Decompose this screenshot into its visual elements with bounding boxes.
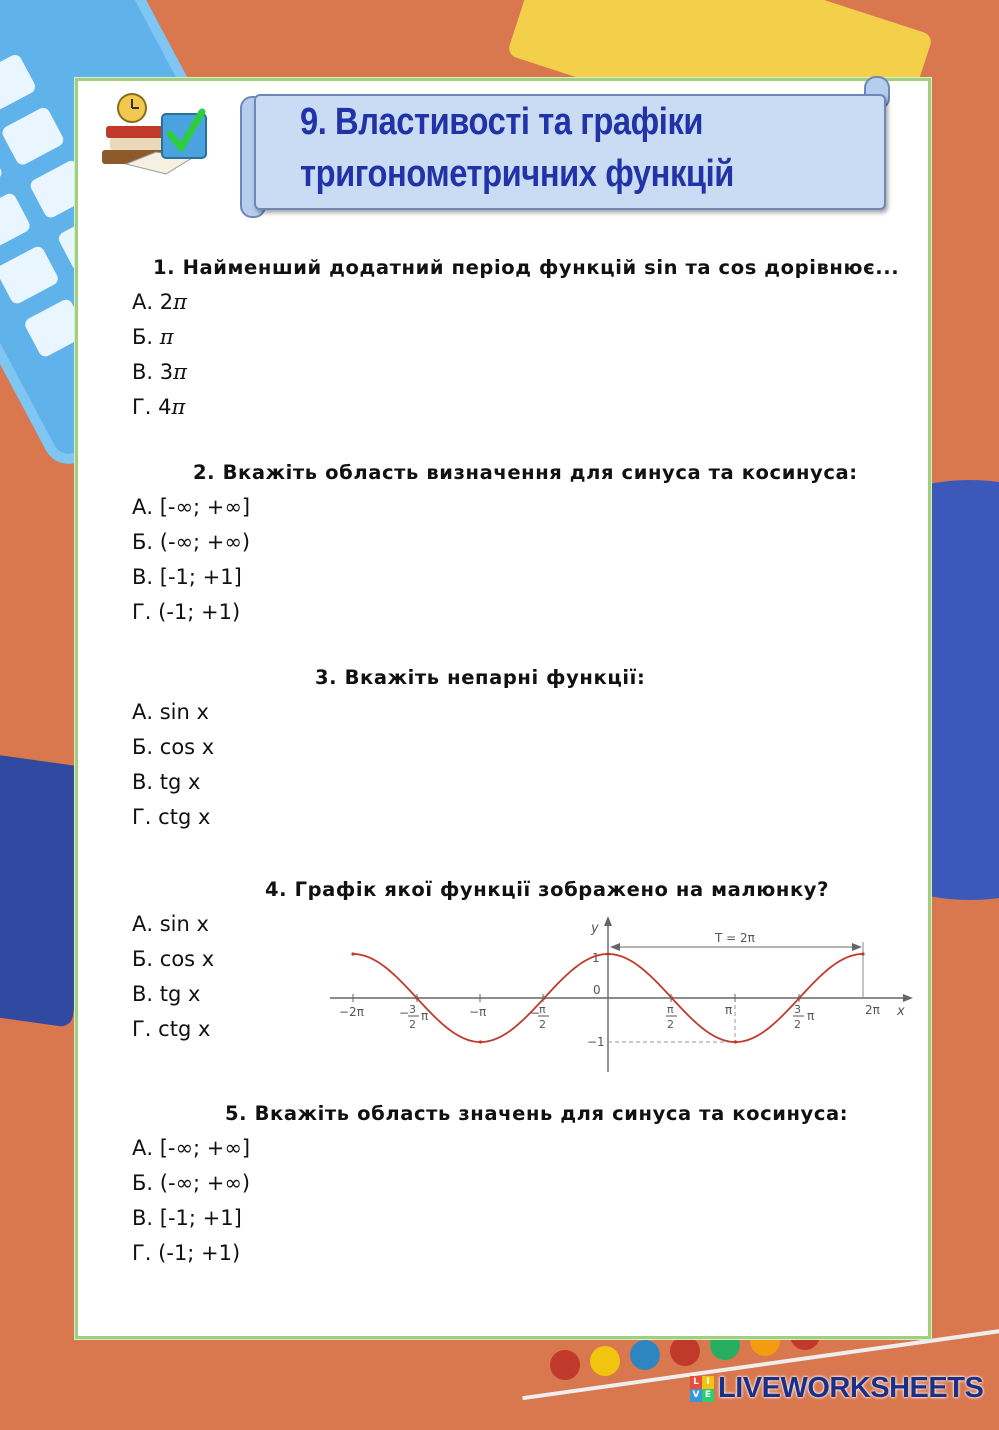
option-q3-b[interactable]: Б. cos x — [132, 735, 215, 759]
question-1: 1. Найменший додатний період функцій sin та cos дорівнює... — [153, 256, 900, 279]
y-tick-one: 1 — [592, 951, 600, 965]
calculator-key — [0, 191, 32, 252]
option-q3-d[interactable]: Г. ctg x — [132, 805, 211, 829]
curve-point — [861, 952, 864, 955]
x-tick-label-2pi: 2π — [865, 1003, 880, 1017]
x-tick-label-minus-3pi2-sign: − — [399, 1006, 410, 1020]
option-q2-b[interactable]: Б. (-∞; +∞) — [132, 530, 251, 554]
x-axis-label: x — [897, 1004, 905, 1019]
x-tick-label-minus-pi2-sign: − — [530, 1006, 541, 1020]
x-tick-label-3pi2-num: 3 — [794, 1003, 801, 1016]
option-q5-b[interactable]: Б. (-∞; +∞) — [132, 1171, 251, 1195]
x-tick-label-minus-3pi2-pi: π — [421, 1009, 429, 1023]
question-5: 5. Вкажіть область значень для синуса та косинуса: — [225, 1102, 849, 1125]
option-q1-d[interactable]: Г. 4π — [132, 395, 186, 419]
option-q2-a[interactable]: А. [-∞; +∞] — [132, 495, 251, 519]
x-tick-label-pi2-num: π — [667, 1003, 674, 1016]
calculator-key — [0, 244, 60, 305]
x-axis-arrow — [903, 994, 913, 1002]
page-title-line1: 9. Властивості та графіки — [300, 101, 704, 143]
x-tick-label-minus-pi2-den: 2 — [539, 1018, 546, 1031]
period-arrow-left — [610, 943, 620, 951]
option-q3-c[interactable]: В. tg x — [132, 770, 201, 794]
page-title-line2: тригонометричних функцій — [300, 153, 734, 195]
y-tick-minus-one: −1 — [587, 1035, 605, 1049]
curve-point — [734, 1040, 737, 1043]
question-4: 4. Графік якої функції зображено на малюнку? — [265, 878, 830, 901]
option-q4-b[interactable]: Б. cos x — [132, 947, 215, 971]
question-2: 2. Вкажіть область визначення для синуса та косинуса: — [193, 461, 858, 484]
option-q1-c[interactable]: В. 3π — [132, 360, 187, 384]
page-title — [300, 96, 799, 200]
books-checkmark-icon — [96, 88, 216, 183]
period-arrow-right — [852, 943, 862, 951]
question-3: 3. Вкажіть непарні функції: — [315, 666, 646, 689]
calculator-key — [0, 138, 4, 199]
option-q5-c[interactable]: В. [-1; +1] — [132, 1206, 242, 1230]
x-tick-label-pi2-den: 2 — [667, 1018, 674, 1031]
option-q1-a[interactable]: А. 2π — [132, 290, 187, 314]
liveworksheets-watermark[interactable] — [690, 1372, 983, 1405]
option-q4-c[interactable]: В. tg x — [132, 982, 201, 1006]
option-q5-a[interactable]: А. [-∞; +∞] — [132, 1136, 251, 1160]
option-q4-a[interactable]: А. sin x — [132, 912, 209, 936]
calculator-key — [0, 105, 66, 166]
x-tick-label-minus-3pi2-den: 2 — [409, 1018, 416, 1031]
x-tick-label-pi: π — [725, 1003, 733, 1017]
y-axis-label: y — [591, 921, 599, 936]
period-label: T = 2π — [715, 931, 755, 945]
option-q2-c[interactable]: В. [-1; +1] — [132, 565, 242, 589]
option-q5-d[interactable]: Г. (-1; +1) — [132, 1241, 241, 1265]
x-tick-label-3pi2-pi: π — [807, 1009, 815, 1023]
option-q1-b[interactable]: Б. π — [132, 325, 174, 349]
option-q3-a[interactable]: А. sin x — [132, 700, 209, 724]
x-tick-label-minus-2pi: −2π — [339, 1005, 364, 1019]
option-q2-d[interactable]: Г. (-1; +1) — [132, 600, 241, 624]
option-q4-d[interactable]: Г. ctg x — [132, 1017, 211, 1041]
y-axis-arrow — [604, 916, 612, 926]
x-tick-label-minus-3pi2-num: 3 — [409, 1003, 416, 1016]
watermark-text: LIVEWORKSHEETS — [718, 1372, 984, 1404]
liveworksheets-logo-icon: L I V E — [690, 1376, 714, 1402]
calculator-key — [0, 53, 38, 114]
title-banner — [240, 82, 890, 212]
x-tick-label-minus-pi2-num: π — [539, 1003, 546, 1016]
x-tick-label-minus-pi: −π — [469, 1005, 487, 1019]
cosine-graph — [325, 912, 915, 1077]
y-origin-zero: 0 — [593, 983, 601, 997]
curve-point — [606, 952, 609, 955]
curve-point — [479, 1040, 482, 1043]
x-tick-label-3pi2-den: 2 — [794, 1018, 801, 1031]
curve-point — [351, 952, 354, 955]
